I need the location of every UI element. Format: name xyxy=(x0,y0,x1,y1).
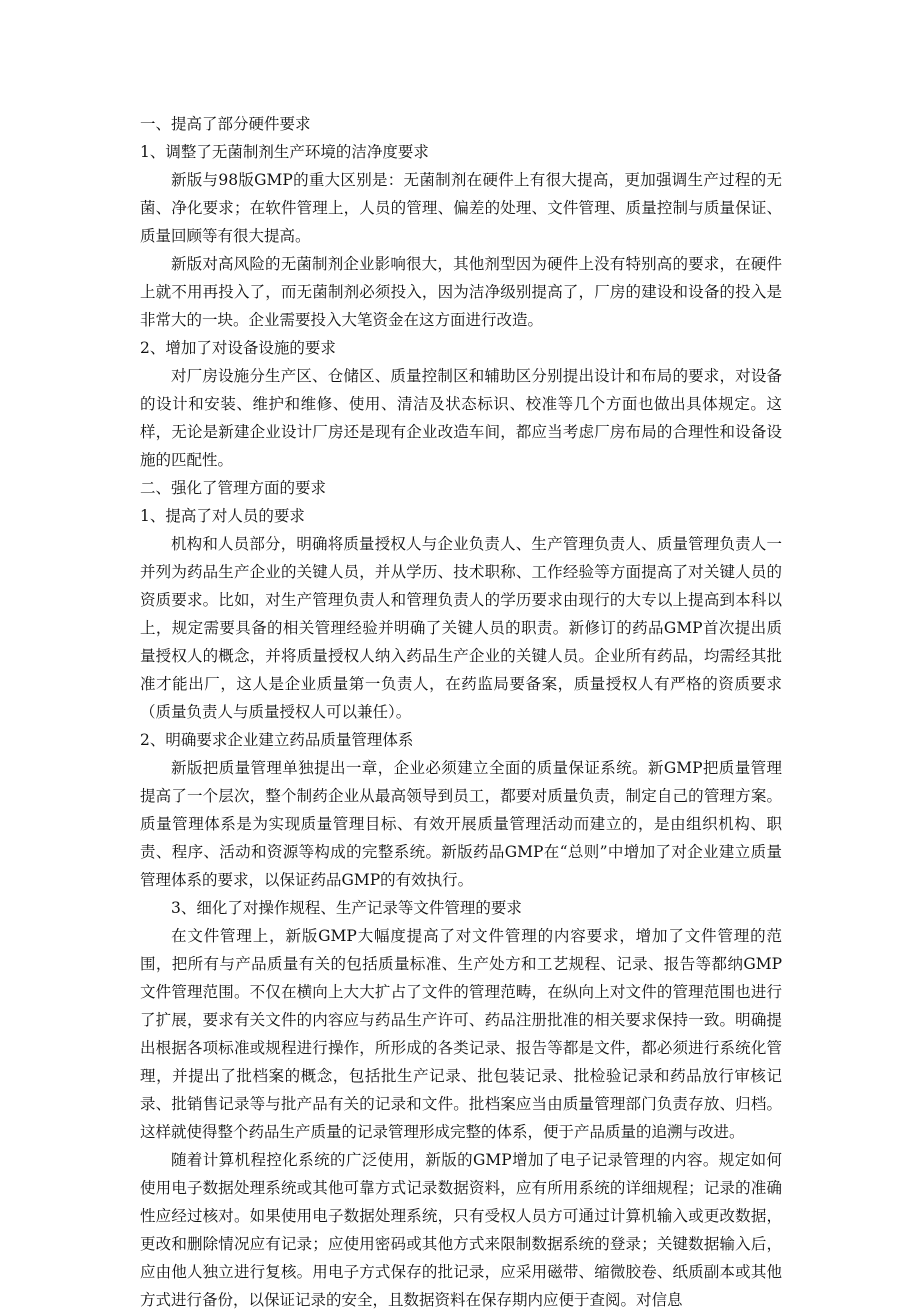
paragraph: 新版把质量管理单独提出一章，企业必须建立全面的质量保证系统。新GMP把质量管理提高了一个层次，整个制药企业从最高领导到员工，都要对质量负责，制定自己的管理方案。质量管理体系是为实现质量管理目标、有效开展质量管理活动而建立的，是由组织机构、职责、程序、活动和资源等构成的完整系统。新版药品GMP在“总则”中增加了对企业建立质量管理体系的要求，以保证药品GMP的有效执行。 xyxy=(140,759,782,889)
document-page xyxy=(140,110,782,1314)
paragraph: 随着计算机程控化系统的广泛使用，新版的GMP增加了电子记录管理的内容。规定如何使用电子数据处理系统或其他可靠方式记录数据资料，应有所用系统的详细规程；记录的准确性应经过核对。如果使用电子数据处理系统，只有受权人员方可通过计算机输入或更改数据，更改和删除情况应有记录；应使用密码或其他方式来限制数据系统的登录；关键数据输入后，应由他人独立进行复核。用电子方式保存的批记录，应采用磁带、缩微胶卷、纸质副本或其他方式进行备份，以保证记录的安全，且数据资料在保存期内应便于查阅。对信息 xyxy=(140,1151,782,1309)
paragraph: 机构和人员部分，明确将质量授权人与企业负责人、生产管理负责人、质量管理负责人一并列为药品生产企业的关键人员，并从学历、技术职称、工作经验等方面提高了对关键人员的资质要求。比如，对生产管理负责人和管理负责人的学历要求由现行的大专以上提高到本科以上，规定需要具备的相关管理经验并明确了关键人员的职责。新修订的药品GMP首次提出质量授权人的概念，并将质量授权人纳入药品生产企业的关键人员。企业所有药品，均需经其批准才能出厂，这人是企业质量第一负责人，在药监局要备案，质量授权人有严格的资质要求（质量负责人与质量授权人可以兼任）。 xyxy=(140,535,782,721)
section-heading-1: 一、提高了部分硬件要求 xyxy=(140,115,311,133)
paragraph: 在文件管理上，新版GMP大幅度提高了对文件管理的内容要求，增加了文件管理的范围，把所有与产品质量有关的包括质量标准、生产处方和工艺规程、记录、报告等都纳GMP文件管理范围。不仅在横向上大大扩占了文件的管理范畴，在纵向上对文件的管理范围也进行了扩展，要求有关文件的内容应与药品生产许可、药品注册批准的相关要求保持一致。明确提出根据各项标准或规程进行操作，所形成的各类记录、报告等都是文件，都必须进行系统化管理，并提出了批档案的概念，包括批生产记录、批包装记录、批检验记录和药品放行审核记录、批销售记录等与批产品有关的记录和文件。批档案应当由质量管理部门负责存放、归档。这样就使得整个药品生产质量的记录管理形成完整的体系，便于产品质量的追溯与改进。 xyxy=(140,927,782,1141)
paragraph: 新版对高风险的无菌制剂企业影响很大，其他剂型因为硬件上没有特别高的要求，在硬件上就不用再投入了，而无菌制剂必须投入，因为洁净级别提高了，厂房的建设和设备的投入是非常大的一块。企业需要投入大笔资金在这方面进行改造。 xyxy=(140,255,782,329)
subsection-heading-1-1: 1、调整了无菌制剂生产环境的洁净度要求 xyxy=(140,143,429,161)
subsection-heading-2-1: 1、提高了对人员的要求 xyxy=(140,507,305,525)
paragraph: 对厂房设施分生产区、仓储区、质量控制区和辅助区分别提出设计和布局的要求，对设备的设计和安装、维护和维修、使用、清洁及状态标识、校准等几个方面也做出具体规定。这样，无论是新建企业设计厂房还是现有企业改造车间，都应当考虑厂房布局的合理性和设备设施的匹配性。 xyxy=(140,367,782,469)
subsection-heading-1-2: 2、增加了对设备设施的要求 xyxy=(140,339,336,357)
paragraph: 新版与98版GMP的重大区别是：无菌制剂在硬件上有很大提高，更加强调生产过程的无菌、净化要求；在软件管理上，人员的管理、偏差的处理、文件管理、质量控制与质量保证、质量回顾等有很大提高。 xyxy=(140,171,782,245)
section-heading-2: 二、强化了管理方面的要求 xyxy=(140,479,327,497)
subsection-heading-2-3: 3、细化了对操作规程、生产记录等文件管理的要求 xyxy=(171,899,522,917)
subsection-heading-2-2: 2、明确要求企业建立药品质量管理体系 xyxy=(140,731,414,749)
